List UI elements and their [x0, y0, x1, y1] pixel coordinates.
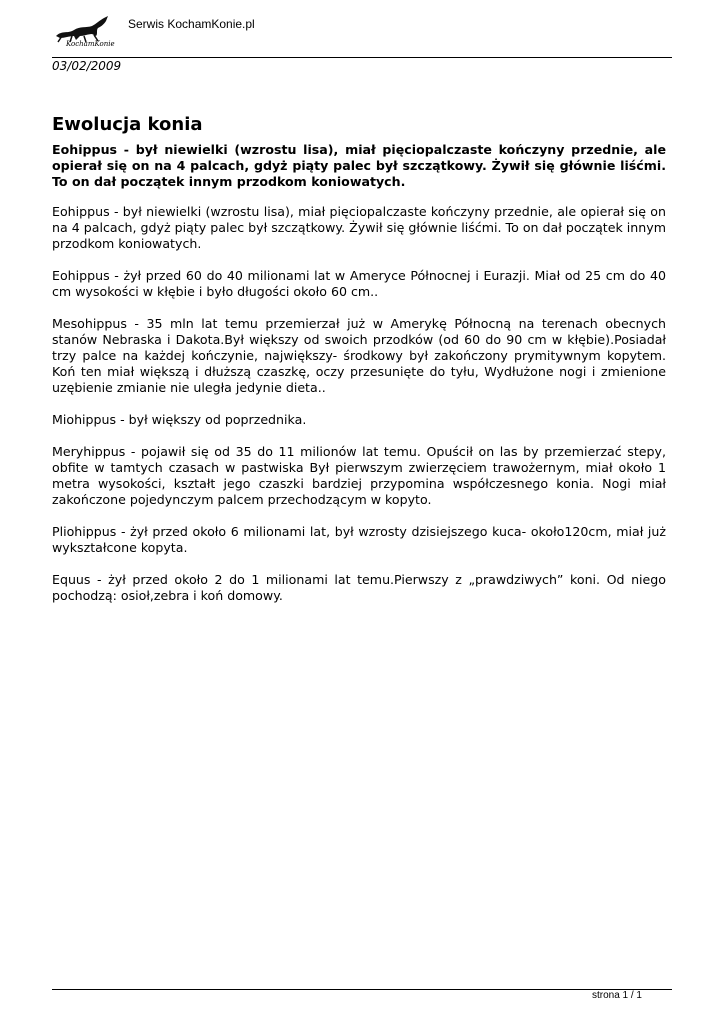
- paragraph: Miohippus - był większy od poprzednika.: [52, 412, 307, 427]
- paragraph: Eohippus - żył przed 60 do 40 milionami lat w Ameryce Północnej i Eurazji. Miał od 25 cm do 40 cm wysokości w kłębie i było długości około 60 cm..: [52, 268, 666, 299]
- paragraph: Meryhippus - pojawił się od 35 do 11 milionów lat temu. Opuścił on las by przemierzać stepy, obfite w tamtych czasach w pastwiska Był pierwszym zwierzęciem trawożernym, miał około 1 metra wysokości, kształt jego czaszki bardziej przypomina współczesnego konia. Nogi miał zakończone pojedynczym palcem przechodzącym w kopyto.: [52, 444, 666, 507]
- header-divider: [52, 57, 672, 58]
- paragraph: Equus - żył przed około 2 do 1 milionami lat temu.Pierwszy z „prawdziwych” koni. Od niego pochodzą: osioł,zebra i koń domowy.: [52, 572, 666, 603]
- footer-divider: [52, 989, 672, 990]
- site-logo: [52, 12, 124, 52]
- logo-text: KochamKonie: [66, 40, 115, 48]
- publication-date: 03/02/2009: [52, 59, 122, 73]
- article-lead: Eohippus - był niewielki (wzrostu lisa), miał pięciopalczaste kończyny przednie, ale opierał się on na 4 palcach, gdyż piąty palec był szczątkowy. Żywił się głównie liśćmi. To on dał początek innym przodkom koniowatych.: [52, 142, 666, 189]
- article-body: [52, 113, 666, 620]
- paragraph: Eohippus - był niewielki (wzrostu lisa), miał pięciopalczaste kończyny przednie, ale opierał się on na 4 palcach, gdyż piąty palec był szczątkowy. Żywił się głównie liśćmi. To on dał początek innym przodkom koniowatych.: [52, 204, 666, 251]
- paragraph: Pliohippus - żył przed około 6 milionami lat, był wzrosty dzisiejszego kuca- około120cm, miał już wykształcone kopyta.: [52, 524, 666, 555]
- site-name: Serwis KochamKonie.pl: [128, 17, 255, 31]
- article-title: Ewolucja konia: [52, 114, 203, 135]
- paragraph: Mesohippus - 35 mln lat temu przemierzał już w Amerykę Północną na terenach obecnych stanów Nebraska i Dakota.Był większy od swoich przodków (od 60 do 90 cm w kłębie).Posiadał trzy palce na każdej kończynie, największy- środkowy był zakończony prymitywnym kopytem. Koń ten miał większą i dłuższą czaszkę, oczy przesunięte do tyłu, Wydłużone nogi i zmienione uzębienie zmianie nie uległa jedynie dieta..: [52, 316, 666, 395]
- page-number: strona 1 / 1: [591, 990, 642, 1001]
